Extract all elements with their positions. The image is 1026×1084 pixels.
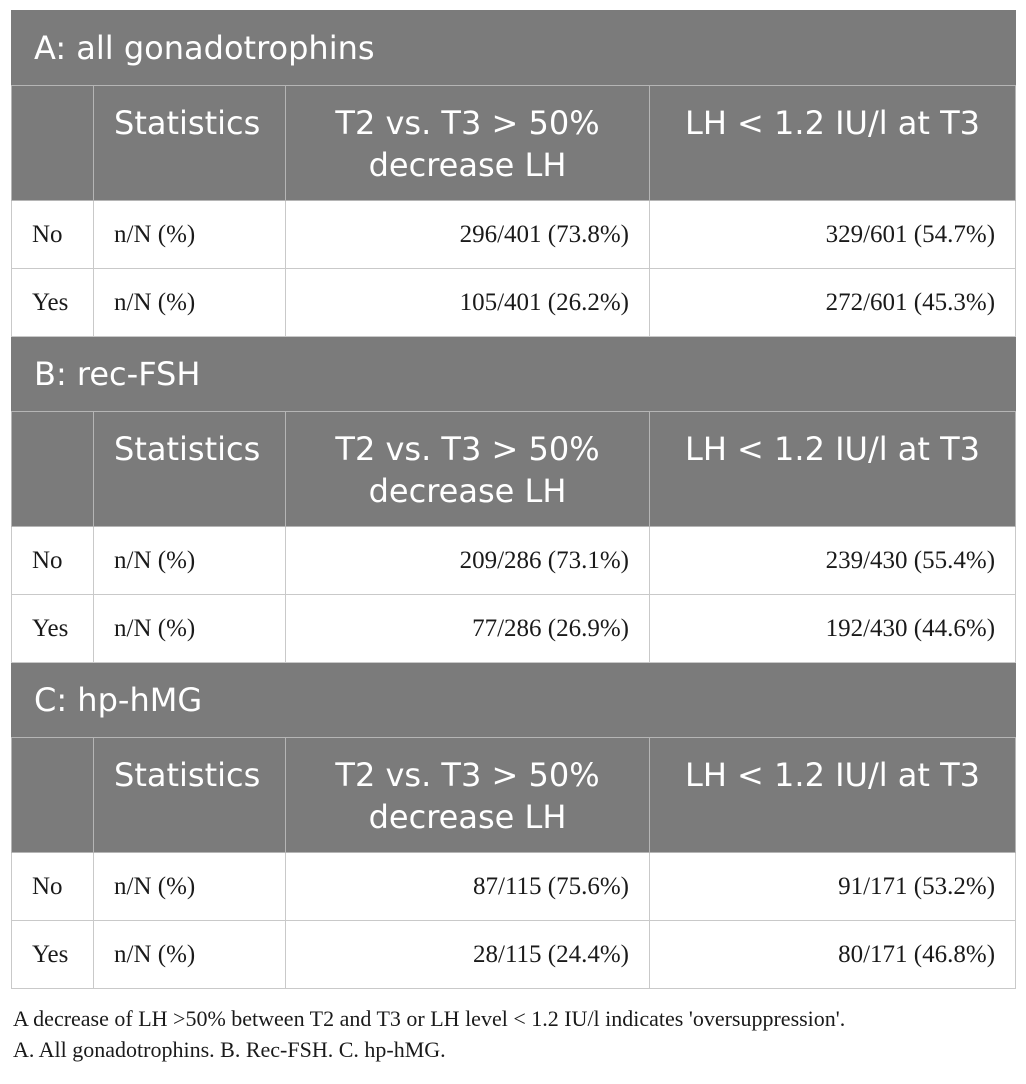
statistic-cell: n/N (%)	[94, 269, 286, 337]
table-row	[12, 595, 1016, 663]
table-footnote	[11, 1003, 1015, 1065]
column-header: LH < 1.2 IU/l at T3	[650, 412, 1016, 527]
value-cell: 105/401 (26.2%)	[286, 269, 650, 337]
table-row	[12, 853, 1016, 921]
value-cell: 87/115 (75.6%)	[286, 853, 650, 921]
column-header: Statistics	[94, 738, 286, 853]
column-header	[12, 412, 94, 527]
value-cell: 296/401 (73.8%)	[286, 201, 650, 269]
value-cell: 272/601 (45.3%)	[650, 269, 1016, 337]
footnote-line-2: A. All gonadotrophins. B. Rec-FSH. C. hp-hMG.	[13, 1037, 446, 1062]
statistic-cell: n/N (%)	[94, 595, 286, 663]
value-cell: 192/430 (44.6%)	[650, 595, 1016, 663]
statistic-cell: n/N (%)	[94, 527, 286, 595]
header-row	[12, 412, 1016, 527]
column-header: LH < 1.2 IU/l at T3	[650, 738, 1016, 853]
value-cell: 209/286 (73.1%)	[286, 527, 650, 595]
column-header	[12, 86, 94, 201]
row-label: Yes	[12, 269, 94, 337]
table-row	[12, 921, 1016, 989]
row-label: No	[12, 853, 94, 921]
column-header: Statistics	[94, 412, 286, 527]
value-cell: 80/171 (46.8%)	[650, 921, 1016, 989]
statistic-cell: n/N (%)	[94, 853, 286, 921]
column-header	[12, 738, 94, 853]
table-row	[12, 201, 1016, 269]
column-header: T2 vs. T3 > 50% decrease LH	[286, 412, 650, 527]
value-cell: 329/601 (54.7%)	[650, 201, 1016, 269]
footnote-line-1: A decrease of LH >50% between T2 and T3 or LH level < 1.2 IU/l indicates 'oversuppression'.	[13, 1006, 846, 1031]
column-header: T2 vs. T3 > 50% decrease LH	[286, 86, 650, 201]
header-row	[12, 86, 1016, 201]
row-label: Yes	[12, 921, 94, 989]
results-table-container	[11, 10, 1015, 1065]
value-cell: 91/171 (53.2%)	[650, 853, 1016, 921]
value-cell: 77/286 (26.9%)	[286, 595, 650, 663]
value-cell: 239/430 (55.4%)	[650, 527, 1016, 595]
row-label: Yes	[12, 595, 94, 663]
section-title-c: C: hp-hMG	[12, 663, 1016, 738]
statistic-cell: n/N (%)	[94, 921, 286, 989]
column-header: Statistics	[94, 86, 286, 201]
row-label: No	[12, 201, 94, 269]
statistic-cell: n/N (%)	[94, 201, 286, 269]
header-row	[12, 738, 1016, 853]
column-header: LH < 1.2 IU/l at T3	[650, 86, 1016, 201]
results-table	[11, 10, 1016, 989]
row-label: No	[12, 527, 94, 595]
table-row	[12, 269, 1016, 337]
value-cell: 28/115 (24.4%)	[286, 921, 650, 989]
section-title-b: B: rec-FSH	[12, 337, 1016, 412]
column-header: T2 vs. T3 > 50% decrease LH	[286, 738, 650, 853]
table-row	[12, 527, 1016, 595]
section-title-a: A: all gonadotrophins	[12, 11, 1016, 86]
